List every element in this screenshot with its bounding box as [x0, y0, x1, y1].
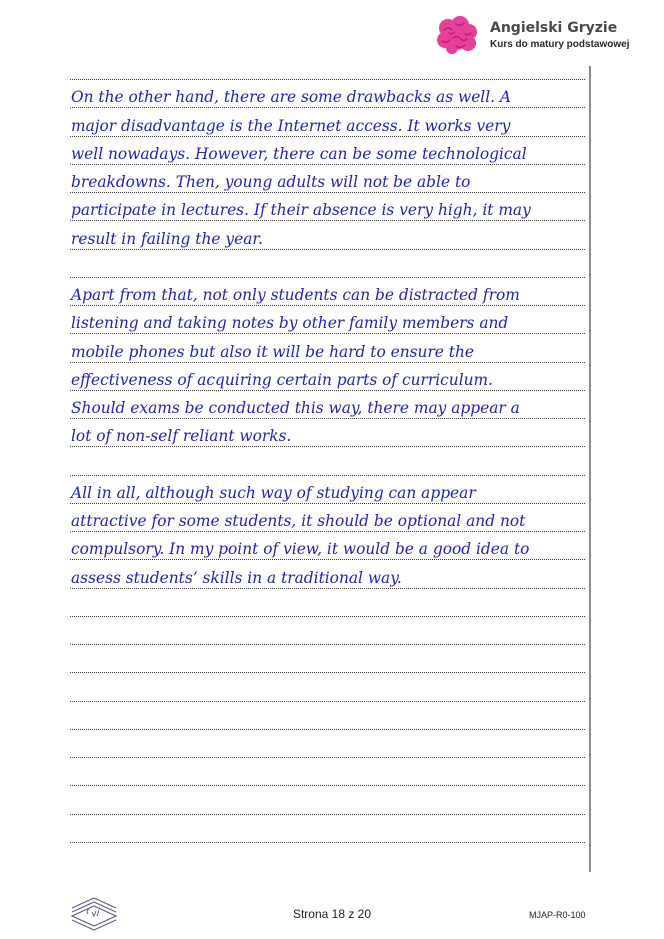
- ruled-line: [70, 475, 585, 476]
- ruled-line: [70, 672, 585, 673]
- text-line: effectiveness of acquiring certain parts of curriculum.: [71, 370, 494, 389]
- ruled-line: [70, 333, 585, 334]
- page-right-border: [589, 66, 591, 872]
- ruled-line: [70, 164, 585, 165]
- ruled-line: [70, 729, 585, 730]
- text-line: breakdowns. Then, young adults will not be able to: [71, 173, 471, 191]
- text-line: On the other hand, there are some drawbacks as well. A: [71, 88, 512, 107]
- text-line: participate in lectures. If their absence is very high, it may: [71, 201, 531, 220]
- ruled-line: [70, 249, 585, 250]
- ruled-line: [70, 814, 585, 815]
- ruled-line: [70, 220, 585, 221]
- page-number: Strona 18 z 20: [292, 907, 372, 921]
- ruled-line: [70, 277, 585, 278]
- text-line: attractive for some students, it should be optional and not: [71, 512, 526, 530]
- ruled-line: [70, 79, 585, 80]
- text-line: All in all, although such way of studying can appear: [71, 483, 476, 502]
- ruled-line: [70, 644, 585, 645]
- document-code: MJAP-R0-100: [529, 910, 586, 920]
- text-line: compulsory. In my point of view, it would be a good idea to: [71, 540, 530, 559]
- ruled-line: [70, 785, 585, 786]
- ruled-line: [70, 136, 585, 137]
- ruled-line: [70, 559, 585, 560]
- brand-name: Angielski Gryzie: [490, 20, 618, 36]
- ruled-line: [70, 362, 585, 363]
- text-line: mobile phones but also it will be hard to ensure the: [71, 342, 475, 361]
- ruled-line: [70, 531, 585, 532]
- ruled-line: [70, 503, 585, 504]
- text-line: major disadvantage is the Internet access. It works very: [71, 116, 511, 135]
- ruled-line: [70, 446, 585, 447]
- text-line: Apart from that, not only students can be distracted from: [71, 286, 520, 304]
- ruled-line: [70, 616, 585, 617]
- text-line: listening and taking notes by other family members and: [71, 314, 509, 333]
- text-line: well nowadays. However, there can be some technological: [71, 144, 527, 163]
- brand-subtitle: Kurs do matury podstawowej: [490, 39, 630, 50]
- ruled-line: [70, 757, 585, 758]
- ruled-line: [70, 842, 585, 843]
- ruled-line: [70, 390, 585, 391]
- text-line: Should exams be conducted this way, there may appear a: [71, 399, 520, 417]
- ruled-line: [70, 305, 585, 306]
- ruled-line: [70, 701, 585, 702]
- ruled-line: [70, 107, 585, 108]
- text-line: result in failing the year.: [71, 229, 263, 248]
- ruled-line: [70, 418, 585, 419]
- ruled-line: [70, 192, 585, 193]
- text-line: assess students’ skills in a traditional way.: [71, 568, 402, 587]
- text-line: lot of non-self reliant works.: [71, 427, 292, 446]
- ruled-line: [70, 588, 585, 589]
